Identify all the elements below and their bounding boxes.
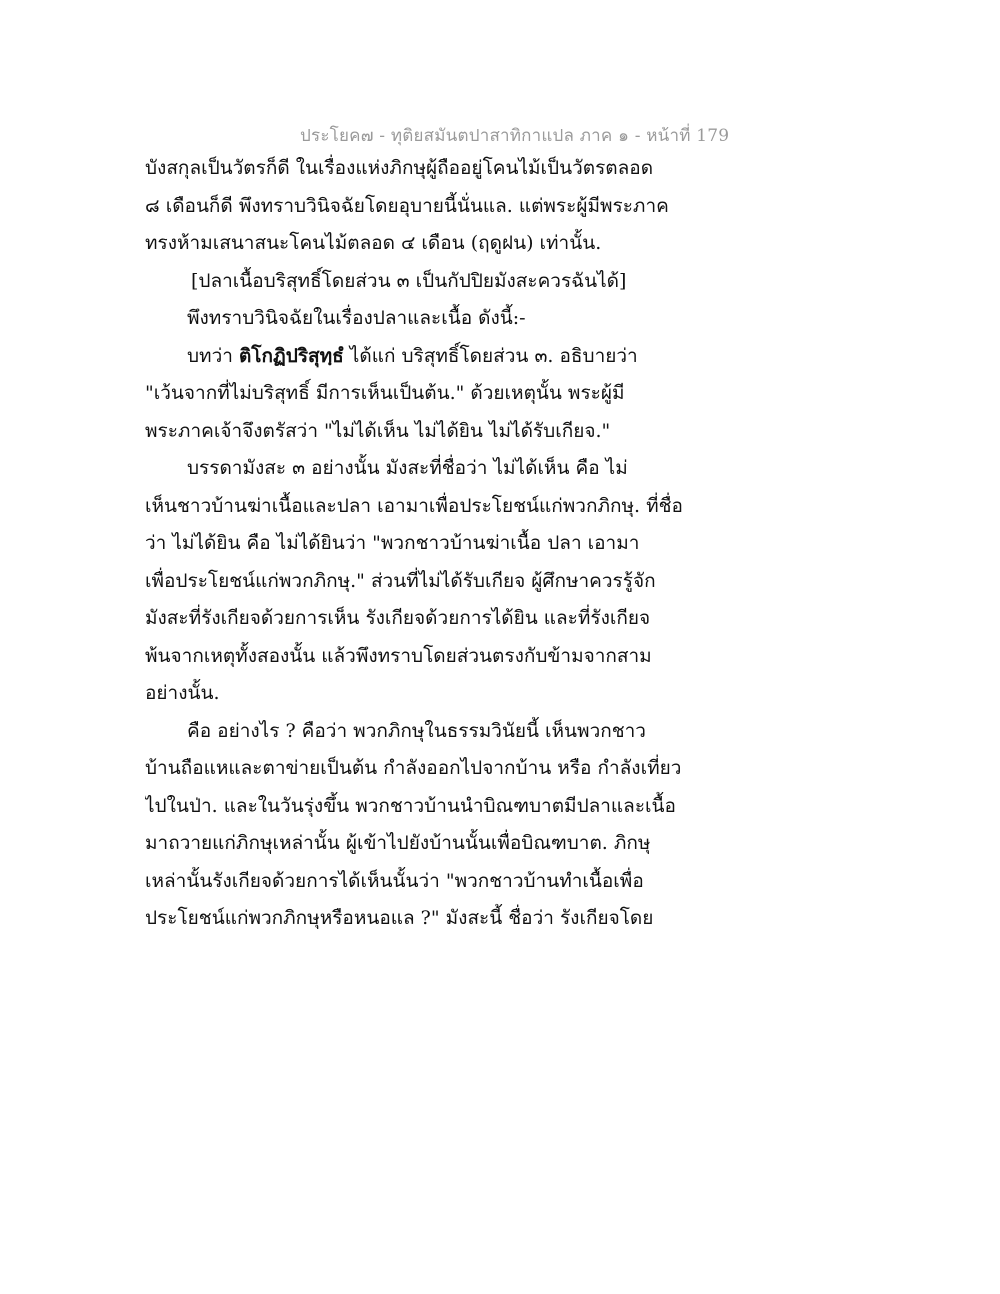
text-line: ประโยชน์แก่พวกภิกษุหรือหนอแล ?" มังสะนี้ ชื่อว่า รังเกียจโดย <box>145 907 654 929</box>
text-line: อย่างนั้น. <box>145 682 220 704</box>
text-line: เพื่อประโยชน์แก่พวกภิกษุ." ส่วนที่ไม่ได้รับเกียจ ผู้ศึกษาควรรู้จัก <box>145 569 656 592</box>
text-line: คือ อย่างไร ? คือว่า พวกภิกษุในธรรมวินัยนี้ เห็นพวกชาว <box>187 719 646 742</box>
text-line: มังสะที่รังเกียจด้วยการเห็น รังเกียจด้วยการได้ยิน และที่รังเกียจ <box>145 607 651 629</box>
document-body <box>145 150 705 938</box>
text-line: บ้านถือแหและตาข่ายเป็นต้น กำลังออกไปจากบ้าน หรือ กำลังเที่ยว <box>145 757 682 779</box>
text-line: "เว้นจากที่ไม่บริสุทธิ์ มีการเห็นเป็นต้น." ด้วยเหตุนั้น พระผู้มี <box>145 382 625 404</box>
text-segment: ได้แก่ บริสุทธิ์โดยส่วน ๓. อธิบายว่า <box>343 344 638 367</box>
text-line: บรรดามังสะ ๓ อย่างนั้น มังสะที่ชื่อว่า ไม่ได้เห็น คือ ไม่ <box>187 457 628 479</box>
text-line: ทรงห้ามเสนาสนะโคนไม้ตลอด ๔ เดือน (ฤดูฝน) เท่านั้น. <box>145 232 602 254</box>
text-line: พระภาคเจ้าจึงตรัสว่า "ไม่ได้เห็น ไม่ได้ยิน ไม่ได้รับเกียจ." <box>145 419 611 442</box>
text-line: ไปในป่า. และในวันรุ่งขึ้น พวกชาวบ้านนำบิณฑบาตมีปลาและเนื้อ <box>145 794 676 817</box>
text-line: ว่า ไม่ได้ยิน คือ ไม่ได้ยินว่า "พวกชาวบ้านฆ่าเนื้อ ปลา เอามา <box>145 532 640 554</box>
text-line: เหล่านั้นรังเกียจด้วยการได้เห็นนั้นว่า "พวกชาวบ้านทำเนื้อเพื่อ <box>145 869 644 892</box>
text-line: พึงทราบวินิจฉัยในเรื่องปลาและเนื้อ ดังนี้:- <box>187 307 526 329</box>
text-line <box>145 338 705 376</box>
text-line: บังสกุลเป็นวัตรก็ดี ในเรื่องแห่งภิกษุผู้ถืออยู่โคนไม้เป็นวัตรตลอด <box>145 157 654 179</box>
running-head: ประโยค๗ - ทุติยสมันตปาสาทิกาแปล ภาค ๑ - หน้าที่ 179 <box>300 126 730 146</box>
text-line: มาถวายแก่ภิกษุเหล่านั้น ผู้เข้าไปยังบ้านนั้นเพื่อบิณฑบาต. ภิกษุ <box>145 832 651 854</box>
text-segment: บทว่า <box>187 344 239 367</box>
section-heading: [ปลาเนื้อบริสุทธิ์โดยส่วน ๓ เป็นกัปปิยมังสะควรฉันได้] <box>191 269 627 292</box>
text-line: พ้นจากเหตุทั้งสองนั้น แล้วพึงทราบโดยส่วนตรงกับข้ามจากสาม <box>145 644 652 667</box>
pali-term: ติโกฏิปริสุทฺธํ <box>238 344 344 367</box>
text-line: เห็นชาวบ้านฆ่าเนื้อและปลา เอามาเพื่อประโยชน์แก่พวกภิกษุ. ที่ชื่อ <box>145 494 683 517</box>
text-line: ๘ เดือนก็ดี พึงทราบวินิจฉัยโดยอุบายนี้นั่นแล. แต่พระผู้มีพระภาค <box>145 194 669 217</box>
